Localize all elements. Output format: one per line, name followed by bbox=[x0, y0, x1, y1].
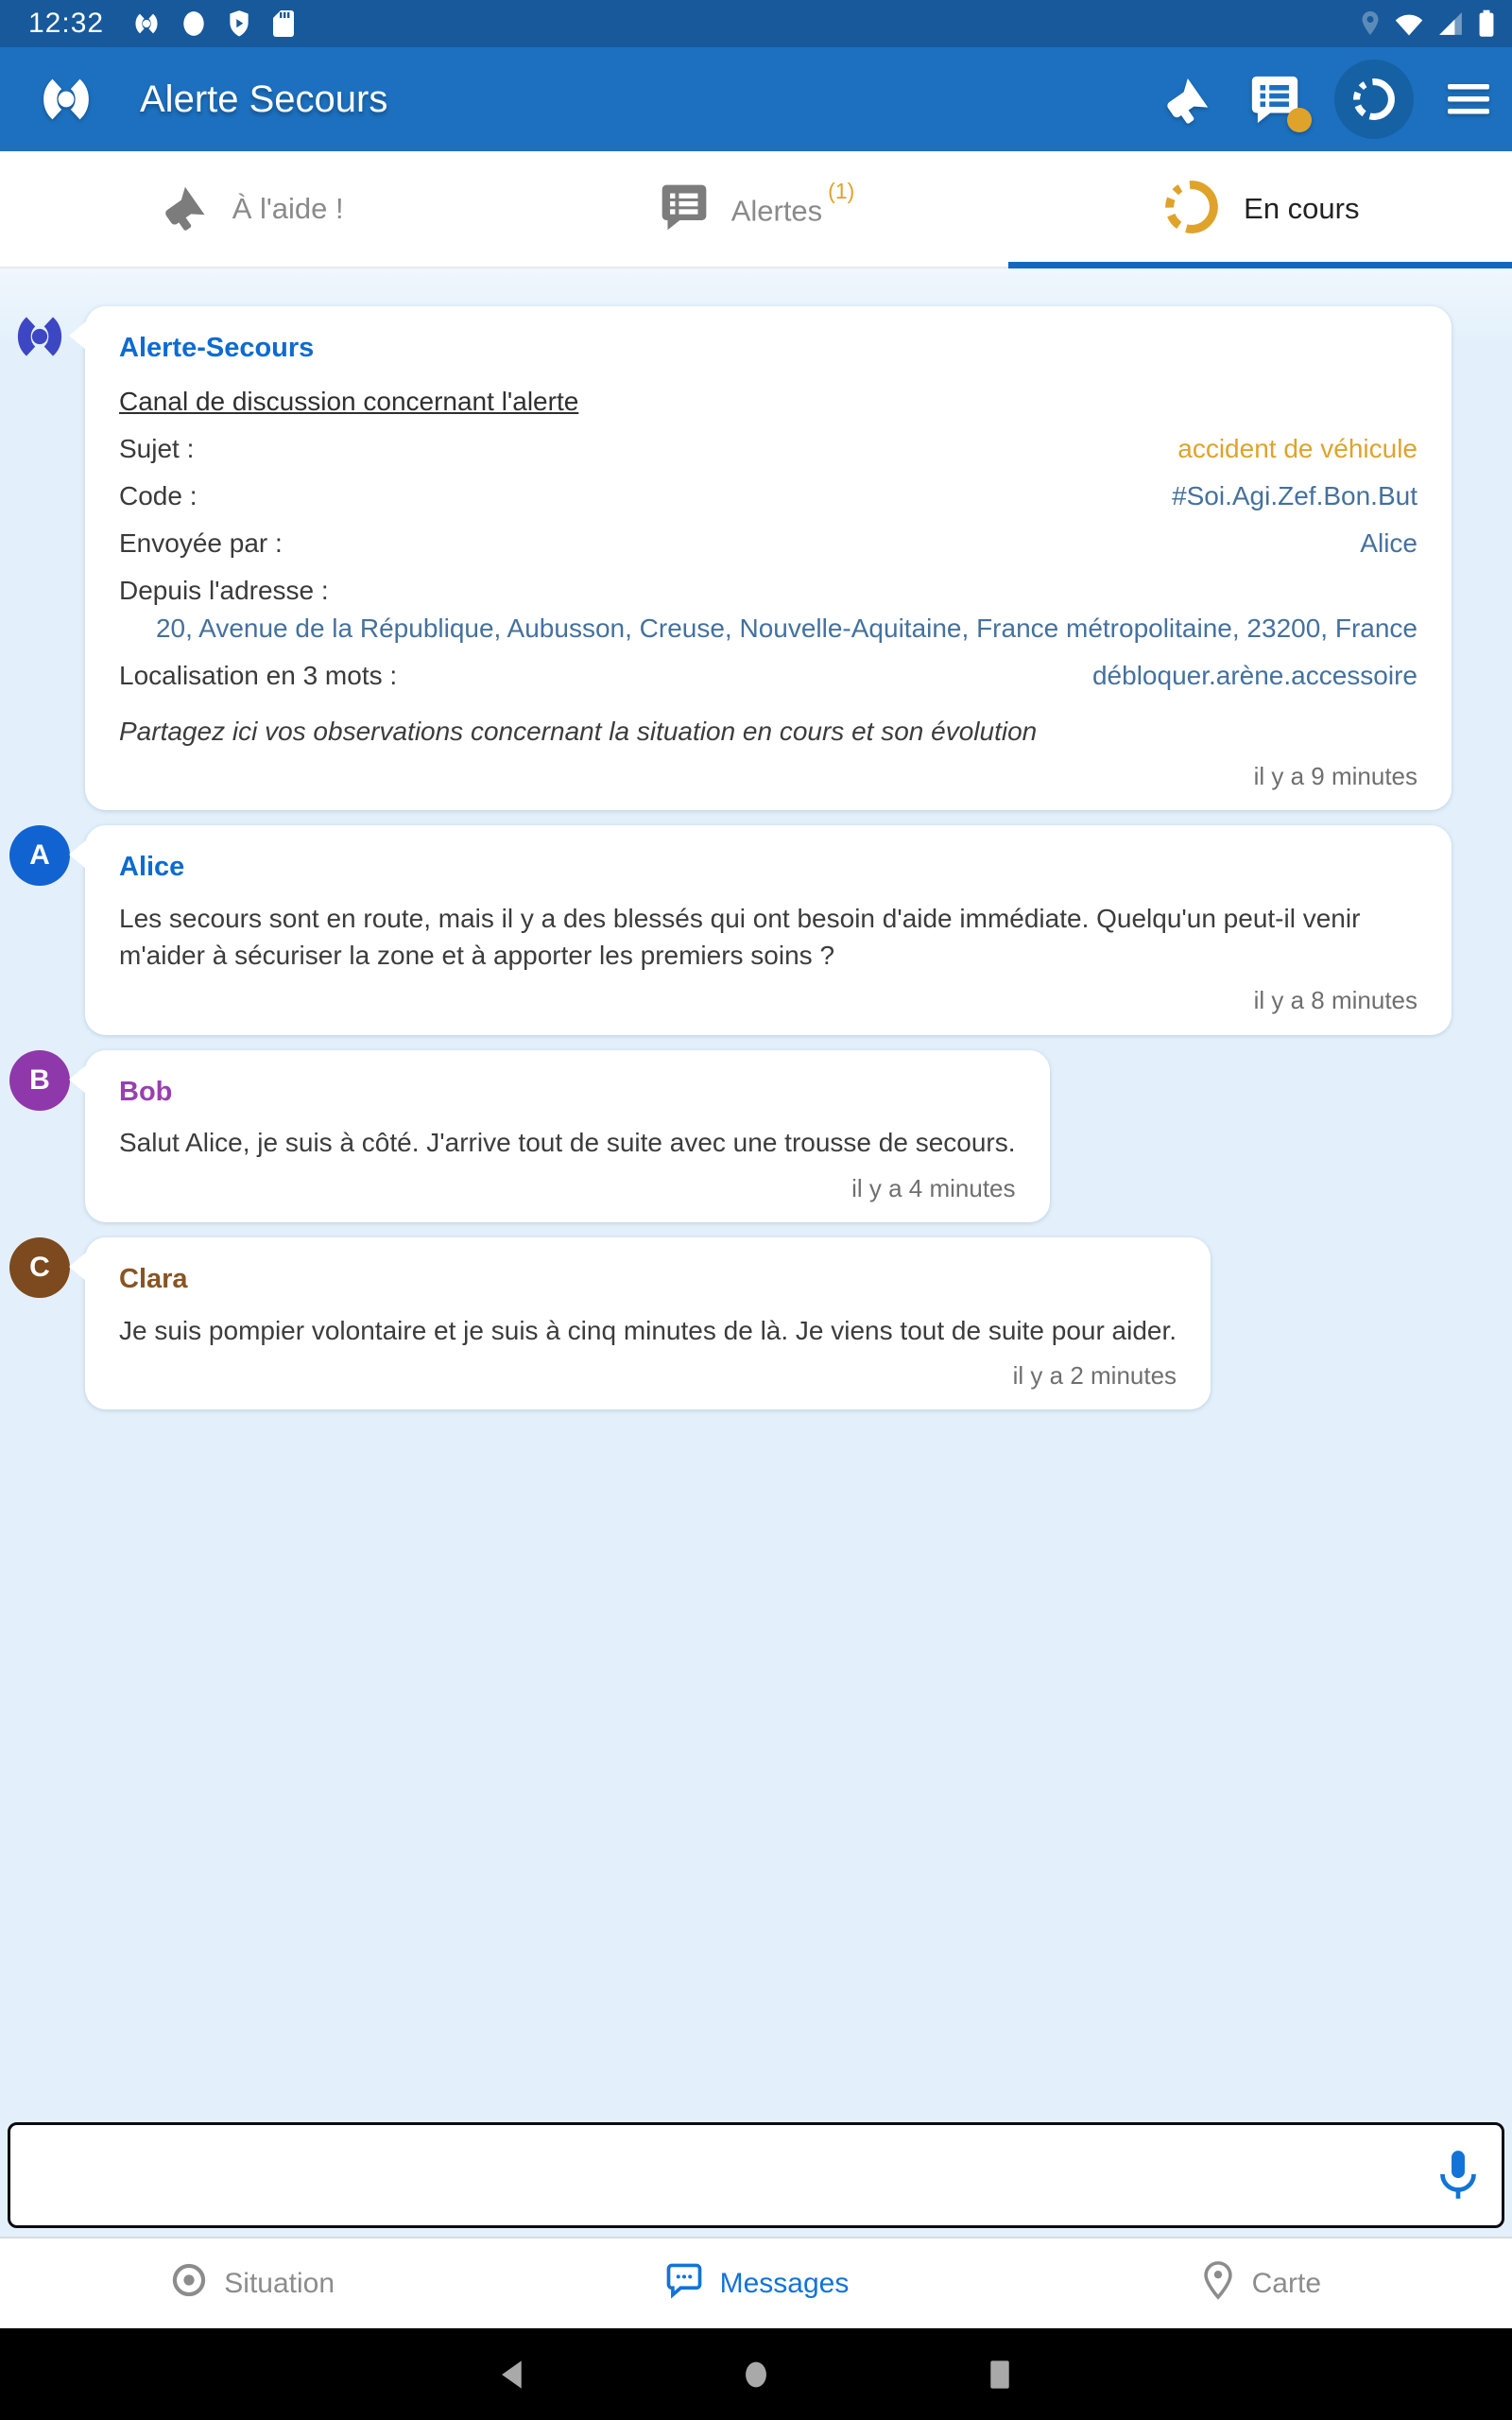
messages-list-button[interactable] bbox=[1247, 72, 1302, 127]
tab-label: Alertes$^{(1)}$ bbox=[730, 178, 855, 228]
notification-circle-icon bbox=[181, 9, 206, 38]
message-timestamp: il y a 9 minutes bbox=[1253, 762, 1418, 791]
tab-a-laide[interactable] bbox=[0, 151, 504, 267]
app-logo-icon bbox=[34, 70, 98, 129]
message-timestamp: il y a 4 minutes bbox=[851, 1173, 1016, 1202]
avatar[interactable]: A bbox=[9, 825, 70, 886]
message-text: Salut Alice, je suis à côté. J'arrive tout de suite avec une trousse de secours. bbox=[119, 1128, 1016, 1158]
nav-carte[interactable] bbox=[1008, 2238, 1512, 2328]
message-bob bbox=[9, 1050, 1512, 1222]
composer-area bbox=[0, 2115, 1512, 2237]
nav-label: Messages bbox=[719, 2267, 850, 2299]
back-icon[interactable] bbox=[498, 2359, 526, 2391]
nav-messages[interactable] bbox=[504, 2238, 1007, 2328]
address-label: Depuis l'adresse : bbox=[119, 576, 329, 606]
battery-icon bbox=[1476, 9, 1497, 39]
channel-heading: Canal de discussion concernant l'alerte bbox=[119, 386, 579, 416]
field-code bbox=[119, 477, 1418, 514]
avatar[interactable]: C bbox=[9, 1237, 70, 1298]
map-pin-icon bbox=[1199, 2260, 1237, 2308]
app-title: Alerte Secours bbox=[140, 78, 388, 120]
megaphone-button[interactable] bbox=[1162, 73, 1215, 126]
menu-button[interactable] bbox=[1446, 80, 1491, 118]
message-card bbox=[85, 825, 1452, 1034]
message-timestamp: il y a 2 minutes bbox=[1012, 1360, 1177, 1390]
message-alice bbox=[9, 825, 1512, 1034]
tab-alertes[interactable] bbox=[504, 151, 1007, 267]
field-label: Localisation en 3 mots : bbox=[119, 660, 398, 690]
tab-alert-count: (1) bbox=[828, 178, 855, 203]
field-label: Code : bbox=[119, 480, 198, 510]
field-w3w bbox=[119, 657, 1418, 694]
nav-label: Situation bbox=[224, 2267, 335, 2299]
situation-target-icon bbox=[169, 2260, 209, 2308]
shield-icon bbox=[227, 9, 251, 38]
message-input[interactable] bbox=[8, 2122, 1504, 2228]
message-clara bbox=[9, 1237, 1512, 1409]
alert-logo-icon bbox=[132, 9, 161, 38]
megaphone-icon bbox=[161, 182, 212, 237]
message-text: Je suis pompier volontaire et je suis à cinq minutes de là. Je viens tout de suite pour aider. bbox=[119, 1315, 1177, 1345]
message-timestamp: il y a 8 minutes bbox=[1253, 986, 1418, 1015]
clock: 12:32 bbox=[28, 8, 105, 39]
signal-icon bbox=[1436, 9, 1465, 38]
message-card bbox=[85, 1050, 1050, 1222]
sender-name: Alice bbox=[119, 852, 185, 883]
sender-name: Clara bbox=[119, 1264, 188, 1295]
wifi-icon bbox=[1393, 9, 1425, 38]
sdcard-icon bbox=[272, 9, 295, 38]
recents-icon[interactable] bbox=[986, 2359, 1014, 2391]
field-sujet bbox=[119, 430, 1418, 467]
address-value[interactable]: 20, Avenue de la République, Aubusson, Creuse, Nouvelle-Aquitaine, France métropolitaine, 23200, France bbox=[155, 613, 1418, 643]
home-icon[interactable] bbox=[740, 2359, 772, 2391]
status-bar bbox=[0, 0, 1512, 47]
field-value: accident de véhicule bbox=[1177, 433, 1418, 463]
sender-name: Alerte-Secours bbox=[119, 333, 315, 363]
field-label: Sujet : bbox=[119, 433, 195, 463]
message-card bbox=[85, 306, 1452, 810]
field-value: Alice bbox=[1360, 528, 1418, 559]
unread-badge bbox=[1287, 108, 1312, 132]
field-value: #Soi.Agi.Zef.Bon.But bbox=[1172, 480, 1418, 510]
nav-situation[interactable] bbox=[0, 2238, 504, 2328]
location-pin-icon bbox=[1359, 9, 1382, 38]
avatar[interactable]: B bbox=[9, 1050, 70, 1111]
instruction-note: Partagez ici vos observations concernant la situation en cours et son évolution bbox=[119, 716, 1038, 746]
messages-bubble-icon bbox=[663, 2259, 705, 2308]
spinner-icon bbox=[1160, 176, 1223, 243]
sender-name: Bob bbox=[119, 1076, 173, 1107]
mic-icon[interactable] bbox=[1429, 2146, 1487, 2204]
message-text: Les secours sont en route, mais il y a des blessés qui ont besoin d'aide immédiate. Quelqu'un peut-il venir m'aider à sécuriser la zone et à apporter les premiers soins ? bbox=[119, 904, 1361, 971]
android-nav-bar bbox=[0, 2328, 1512, 2420]
tab-en-cours[interactable] bbox=[1008, 151, 1512, 267]
alert-logo-avatar[interactable] bbox=[9, 306, 70, 367]
tab-bar bbox=[0, 151, 1512, 268]
nav-label: Carte bbox=[1251, 2267, 1321, 2299]
field-envoyee-par bbox=[119, 525, 1418, 562]
tab-label: À l'aide ! bbox=[232, 192, 344, 225]
alerts-bubble-icon bbox=[658, 181, 711, 238]
app-bar bbox=[0, 47, 1512, 151]
field-label: Envoyée par : bbox=[119, 528, 283, 559]
bottom-nav bbox=[0, 2237, 1512, 2328]
chat-feed bbox=[0, 268, 1512, 2115]
message-card bbox=[85, 1237, 1211, 1409]
tab-label: En cours bbox=[1244, 192, 1360, 225]
what3words-value[interactable]: débloquer.arène.accessoire bbox=[1091, 660, 1418, 690]
message-alerte-secours bbox=[9, 306, 1512, 810]
in-progress-button[interactable] bbox=[1334, 60, 1414, 139]
